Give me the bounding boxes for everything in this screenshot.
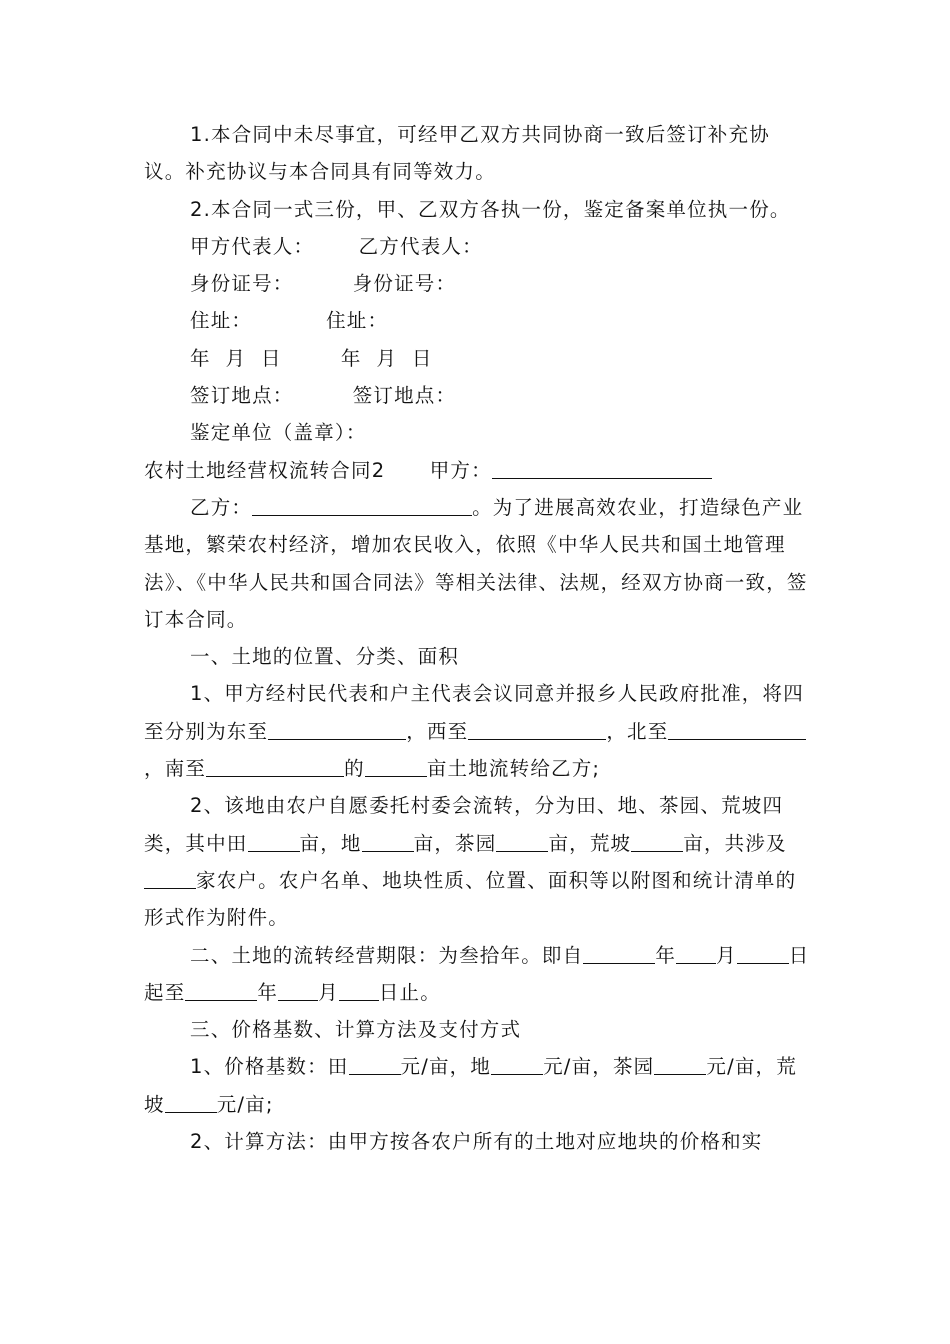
clause-term [144, 937, 810, 1012]
tea-garden-area-blank [496, 831, 548, 852]
signature-address-line: 住址： 住址： [190, 309, 389, 333]
dry-land-price-blank [491, 1054, 543, 1075]
clause-text: ，西至 [406, 719, 469, 743]
clause-text: 亩，茶园 [413, 831, 497, 855]
party-b-label: 乙方： [190, 495, 253, 519]
start-year-blank [583, 943, 655, 964]
section-heading-1: 一、土地的位置、分类、面积 [190, 645, 460, 669]
clause-text: 年 [257, 980, 279, 1004]
clause-text: 家农户。农户名单、地块性质、位置、面积等以附图和统计清单的形式作为附件。 [144, 868, 797, 930]
signature-place-line: 签订地点： 签订地点： [190, 384, 457, 408]
preamble-text: 。为了进展高效农业，打造绿色产业基地，繁荣农村经济，增加农民收入，依照《中华人民共和国土地管理法》、《中华人民共和国合同法》等相关法律、法规，经双方协商一致，签订本合同。 [144, 495, 808, 631]
clause-text: 亩土地流转给乙方; [426, 757, 601, 781]
clause-text: 月 [716, 943, 737, 967]
clause-text: 月 [318, 980, 339, 1004]
end-month-blank [278, 980, 318, 1001]
south-boundary-blank [206, 756, 344, 777]
clause-text: 的 [344, 757, 365, 781]
barren-slope-area-blank [631, 831, 683, 852]
clause-text: ，北至 [606, 719, 669, 743]
start-day-blank [737, 943, 789, 964]
signature-date-line: 年 月 日 年 月 日 [190, 346, 433, 370]
clause-text: ，南至 [144, 757, 207, 781]
end-year-blank [185, 980, 257, 1001]
clause-text: 元/亩; [216, 1092, 274, 1116]
document-body [144, 116, 810, 1160]
end-day-blank [339, 980, 379, 1001]
tea-garden-price-blank [654, 1054, 706, 1075]
barren-slope-price-blank [165, 1092, 217, 1113]
contract-title-line [144, 452, 810, 489]
clause-text: 1、甲方经村民代表和户主代表会议同意并报乡人民政府批准，将四至分别为东至 [144, 682, 804, 743]
clause-price-base [144, 1048, 810, 1123]
signature-representative-line: 甲方代表人： 乙方代表人： [190, 234, 483, 258]
clause-text: 元/亩，茶园 [543, 1055, 655, 1079]
appraisal-unit-seal-line: 鉴定单位（盖章）： [190, 421, 367, 445]
party-a-label: 甲方： [385, 458, 492, 482]
clause-text: 日起至 [144, 943, 810, 1004]
signature-id-line: 身份证号： 身份证号： [190, 272, 457, 296]
clause-text: 亩，共涉及 [683, 831, 787, 855]
household-count-blank [144, 868, 196, 889]
preamble-paragraph [144, 489, 810, 638]
party-a-blank [492, 458, 712, 479]
total-area-blank [365, 756, 427, 777]
clause-text: 二、土地的流转经营期限：为叁拾年。即自 [190, 943, 584, 967]
field-price-blank [349, 1054, 401, 1075]
north-boundary-blank [668, 719, 806, 740]
clause-text: 元/亩，荒坡 [144, 1055, 797, 1116]
section-heading-3: 三、价格基数、计算方法及支付方式 [190, 1018, 522, 1042]
clause-copies: 2.本合同一式三份，甲、乙双方各执一份，鉴定备案单位执一份。 [190, 197, 791, 221]
field-area-blank [248, 831, 300, 852]
clause-calculation-method: 2、计算方法：由甲方按各农户所有的土地对应地块的价格和实 [190, 1130, 763, 1154]
clause-text: 1、价格基数：田 [190, 1055, 349, 1079]
dry-land-area-blank [362, 831, 414, 852]
contract-title: 农村土地经营权流转合同2 [144, 458, 386, 482]
clause-text: 亩，地 [299, 831, 362, 855]
clause-text: 年 [655, 943, 677, 967]
west-boundary-blank [468, 719, 606, 740]
start-month-blank [676, 943, 716, 964]
party-b-blank [252, 495, 472, 516]
clause-text: 2、该地由农户自愿委托村委会流转，分为田、地、茶园、荒坡四类，其中田 [144, 794, 784, 855]
clause-text: 亩，荒坡 [548, 831, 632, 855]
clause-land-classes [144, 787, 810, 936]
east-boundary-blank [268, 719, 406, 740]
clause-land-boundaries [144, 675, 810, 787]
clause-supplement-agreement: 1.本合同中未尽事宜，可经甲乙双方共同协商一致后签订补充协议。补充协议与本合同具有同等效力。 [144, 123, 770, 184]
clause-text: 元/亩，地 [400, 1055, 492, 1079]
clause-text: 日止。 [378, 980, 441, 1004]
